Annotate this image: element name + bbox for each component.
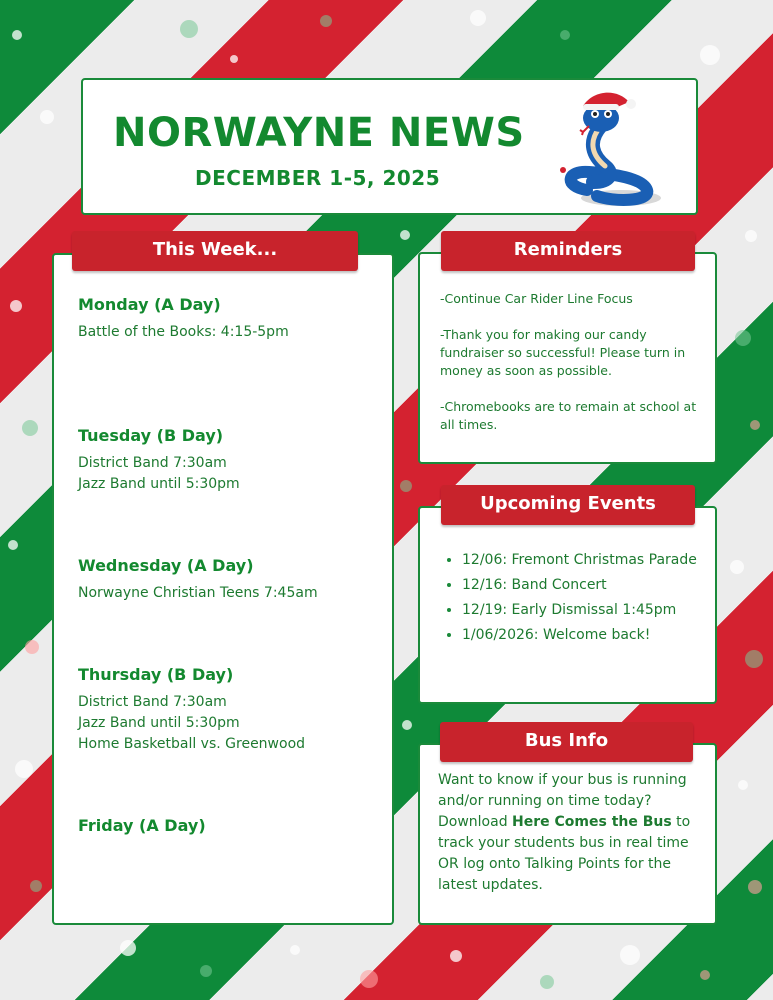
day-event: Battle of the Books: 4:15-5pm [78,324,289,340]
header-card [81,78,698,215]
event-item: • 12/06: Fremont Christmas Parade [462,548,712,573]
reminder-item: -Chromebooks are to remain at school at all times. [440,399,697,432]
day-block-thursday [78,665,305,755]
reminder-item: -Thank you for making our candy fundraiser so successful! Please turn in money as soon as possible. [440,327,686,378]
event-item: • 1/06/2026: Welcome back! [462,623,712,648]
date-range: DECEMBER 1-5, 2025 [195,166,441,190]
day-event: Home Basketball vs. Greenwood [78,736,306,752]
upcoming-events-card [418,506,717,704]
day-block-friday [78,816,206,843]
events-list [442,548,712,648]
bus-info-heading: Bus Info [440,722,693,762]
day-heading: Friday (A Day) [78,816,206,835]
event-item: • 12/16: Band Concert [462,573,712,598]
bus-info-card [418,743,717,925]
day-heading: Wednesday (A Day) [78,556,254,575]
bus-info-outro: to track your students bus in real time OR log onto Talking Points for the latest updates. [438,814,691,893]
reminder-item: -Continue Car Rider Line Focus [440,291,633,306]
day-event: District Band 7:30am [78,694,227,710]
day-block-wednesday [78,556,318,604]
bus-info-text [438,770,703,896]
event-item: • 12/19: Early Dismissal 1:45pm [462,598,712,623]
this-week-heading: This Week... [72,231,358,271]
day-heading: Thursday (B Day) [78,665,234,684]
bus-info-intro: Want to know if your bus is running and/or running on time today? Download [438,772,687,830]
day-event: Norwayne Christian Teens 7:45am [78,585,318,601]
page-title: NORWAYNE NEWS [113,110,525,156]
reminders-list [440,290,708,452]
day-heading: Monday (A Day) [78,295,221,314]
day-block-monday [78,295,289,343]
day-block-tuesday [78,426,240,495]
reminders-heading: Reminders [441,231,695,271]
day-event: District Band 7:30am [78,455,227,471]
reminders-card [418,252,717,464]
day-event: Jazz Band until 5:30pm [78,715,240,731]
day-heading: Tuesday (B Day) [78,426,224,445]
bus-app-name: Here Comes the Bus [512,814,672,830]
day-event: Jazz Band until 5:30pm [78,476,240,492]
snake-santa-hat-icon [553,86,673,211]
upcoming-events-heading: Upcoming Events [441,485,695,525]
this-week-card [52,253,394,925]
